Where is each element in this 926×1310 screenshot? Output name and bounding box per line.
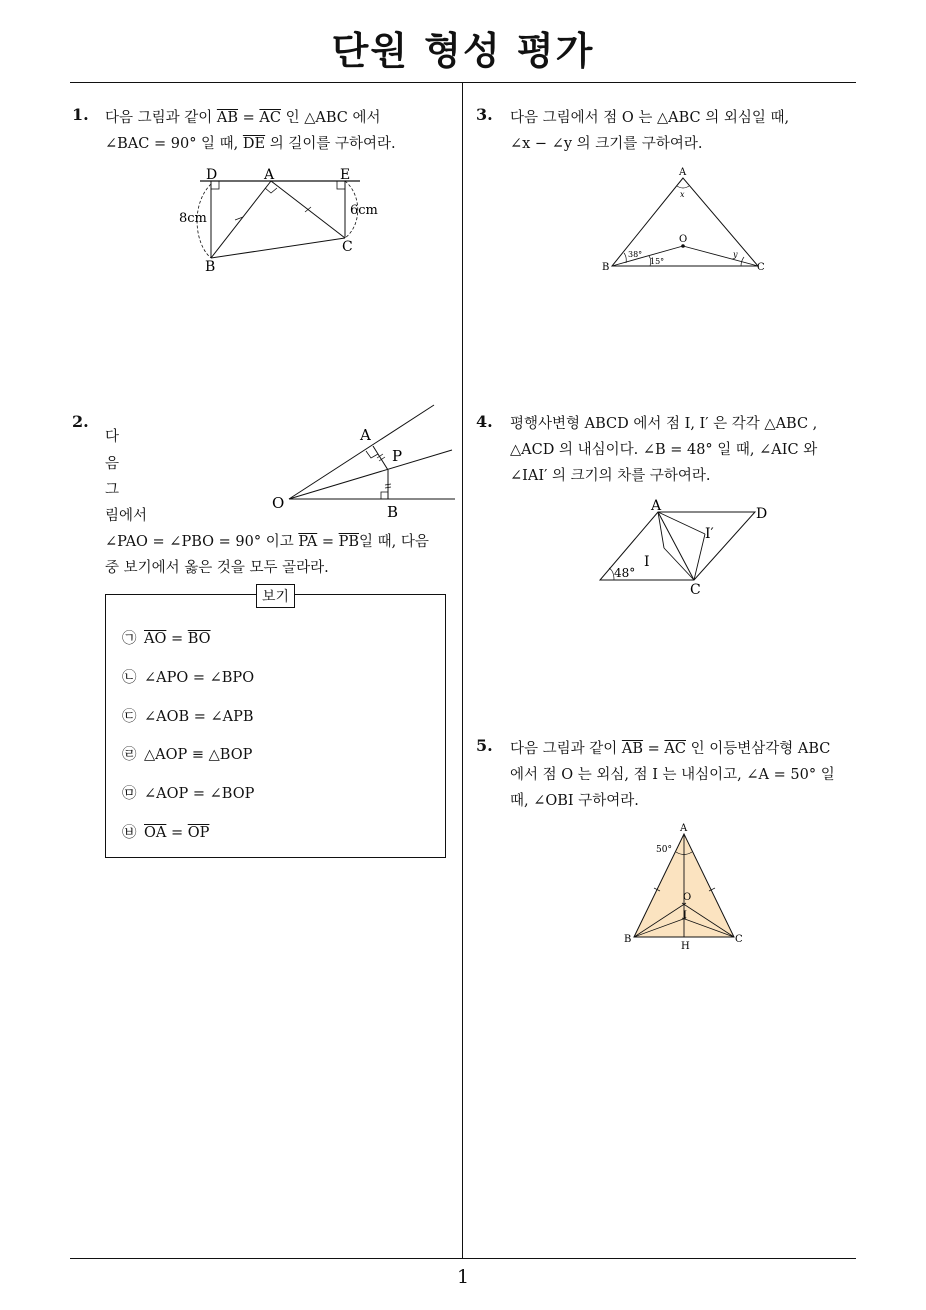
label-y: y <box>733 250 738 259</box>
label-B: B <box>387 503 399 521</box>
problem-3-number: 3. <box>476 105 493 124</box>
label-A: A <box>360 426 371 444</box>
label-A: A <box>679 167 687 178</box>
label-E: E <box>340 167 351 183</box>
problem-4-line-1: 평행사변형 ABCD 에서 점 I, I′ 은 각각 △ABC , <box>510 416 818 432</box>
option-3: ㉢ ∠AOB = ∠APB <box>122 709 254 725</box>
problem-3-figure <box>598 162 770 277</box>
problem-5-figure <box>620 818 750 953</box>
angle-38: 38° <box>628 250 643 259</box>
label-O: O <box>272 494 285 512</box>
problem-5-line-2: 에서 점 O 는 외심, 점 I 는 내심이고, ∠A = 50° 일 <box>510 767 835 783</box>
problem-4-number: 4. <box>476 412 493 431</box>
option-4: ㉣ △AOP ≡ △BOP <box>122 747 253 763</box>
label-C: C <box>690 582 701 598</box>
problem-4-line-3: ∠IAI′ 의 크기의 차를 구하여라. <box>510 468 711 484</box>
label-I: I <box>644 554 650 570</box>
problem-1-figure <box>170 160 378 280</box>
problem-2-number: 2. <box>72 412 89 431</box>
problem-2-vert-1: 다 <box>105 429 120 445</box>
bottom-rule <box>70 1258 856 1259</box>
problem-1-line-2: ∠BAC = 90° 일 때, $\overline{DE}$ 의 길이를 구하여라. <box>105 136 396 152</box>
label-C: C <box>757 262 765 273</box>
angle-50: 50° <box>656 845 672 855</box>
problem-1-line-1: 다음 그림과 같이 $\overline{AB} = \overline{AC}$ 인 △ABC 에서 <box>105 110 381 126</box>
label-C: C <box>342 239 353 255</box>
label-P: P <box>392 447 403 465</box>
label-O: O <box>679 234 688 245</box>
option-5: ㉤ ∠AOP = ∠BOP <box>122 786 255 802</box>
label-D: D <box>756 506 768 522</box>
problem-5-line-1: 다음 그림과 같이 $\overline{AB} = \overline{AC}$ 인 이등변삼각형 ABC <box>510 741 831 757</box>
problem-4-line-2: △ACD 의 내심이다. ∠B = 48° 일 때, ∠AIC 와 <box>510 442 818 458</box>
length-6cm: 6cm <box>350 203 378 218</box>
problem-2-vert-3: 그 <box>105 482 120 498</box>
angle-48: 48° <box>614 566 636 580</box>
options-box-label: 보기 <box>256 584 295 608</box>
page-number: 1 <box>456 1266 470 1288</box>
page-title: 단원 형성 평가 <box>331 29 595 73</box>
option-6: ㉥ $\overline{OA} = \overline{OP}$ <box>122 825 210 841</box>
problem-2-line-2: 중 보기에서 옳은 것을 모두 골라라. <box>105 560 329 576</box>
problem-2-figure <box>265 400 460 520</box>
problem-1-number: 1. <box>72 105 89 124</box>
label-A: A <box>651 498 662 514</box>
problem-2-vert-2: 음 <box>105 456 120 472</box>
label-C: C <box>735 934 743 945</box>
problem-5-line-3: 때, ∠OBI 구하여라. <box>510 793 639 809</box>
problem-4-figure <box>590 493 775 598</box>
label-B: B <box>624 934 632 945</box>
label-H: H <box>681 941 690 952</box>
label-x: x <box>680 190 685 199</box>
label-B: B <box>205 259 216 275</box>
label-A: A <box>680 823 688 834</box>
option-2: ㉡ ∠APO = ∠BPO <box>122 670 255 686</box>
option-1: ㉠ $\overline{AO} = \overline{BO}$ <box>122 631 211 647</box>
problem-2-line-1: ∠PAO = ∠PBO = 90° 이고 $\overline{PA} = \overline{PB}$일 때, 다음 <box>105 534 429 550</box>
angle-15: 15° <box>650 257 665 266</box>
problem-5-number: 5. <box>476 736 493 755</box>
label-I: I <box>683 910 687 921</box>
label-B: B <box>602 262 610 273</box>
length-8cm: 8cm <box>179 211 207 226</box>
top-rule <box>70 82 856 83</box>
label-O: O <box>683 892 692 903</box>
problem-3-line-1: 다음 그림에서 점 O 는 △ABC 의 외심일 때, <box>510 110 790 126</box>
problem-2-vert-4: 림에서 <box>105 508 148 524</box>
column-divider <box>462 83 463 1258</box>
label-I-prime: I′ <box>705 526 714 542</box>
label-D: D <box>206 167 218 183</box>
label-A: A <box>264 167 275 183</box>
problem-3-line-2: ∠x − ∠y 의 크기를 구하여라. <box>510 136 703 152</box>
